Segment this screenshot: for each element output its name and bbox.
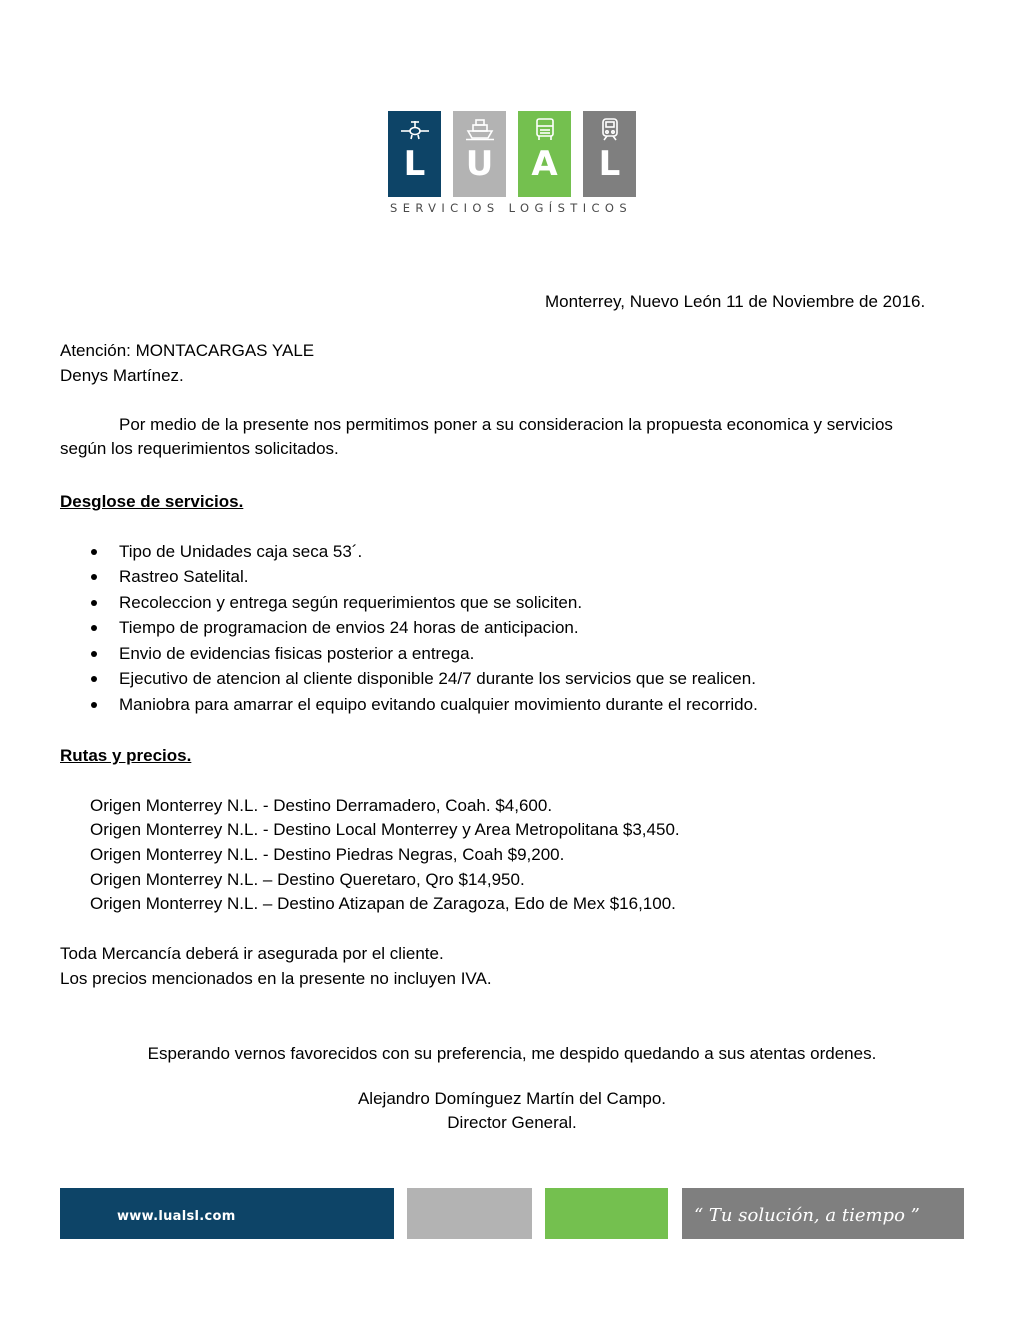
service-item: Recoleccion y entrega según requerimientos que se soliciten. xyxy=(119,593,583,612)
services-heading: Desglose de servicios. xyxy=(60,492,244,511)
route-item: Origen Monterrey N.L. – Destino Queretaro, Qro $14,950. xyxy=(90,870,525,889)
closing-line: Esperando vernos favorecidos con su preferencia, me despido quedando a sus atentas ordenes. xyxy=(147,1044,877,1063)
tax-note: Los precios mencionados en la presente no incluyen IVA. xyxy=(60,969,492,988)
route-item: Origen Monterrey N.L. - Destino Local Monterrey y Area Metropolitana $3,450. xyxy=(90,820,680,839)
footer-website: www.lualsl.com xyxy=(117,1209,236,1224)
logo-tile-l2 xyxy=(583,111,636,197)
footer-slogan: “ Tu solución, a tiempo ” xyxy=(694,1205,920,1226)
intro-paragraph-line-2: según los requerimientos solicitados. xyxy=(60,439,339,458)
service-item: Maniobra para amarrar el equipo evitando cualquier movimiento durante el recorrido. xyxy=(119,695,758,714)
logo-tile-l xyxy=(388,111,441,197)
routes-heading: Rutas y precios. xyxy=(60,746,192,765)
bullet-icon xyxy=(91,625,97,631)
logo-tile-u xyxy=(453,111,506,197)
bullet-icon xyxy=(91,676,97,682)
bullet-icon xyxy=(91,549,97,555)
train-icon xyxy=(592,117,628,141)
logo-tile-a xyxy=(518,111,571,197)
logo-letter-3: A xyxy=(531,144,558,184)
footer-bar-lightgray xyxy=(407,1188,532,1239)
service-item: Tiempo de programacion de envios 24 horas de anticipacion. xyxy=(119,618,579,637)
route-item: Origen Monterrey N.L. - Destino Derramadero, Coah. $4,600. xyxy=(90,796,553,815)
route-item: Origen Monterrey N.L. - Destino Piedras Negras, Coah $9,200. xyxy=(90,845,565,864)
attention-line: Atención: MONTACARGAS YALE xyxy=(60,341,315,360)
letter-date: Monterrey, Nuevo León 11 de Noviembre de 2016. xyxy=(545,292,926,311)
signature-name: Alejandro Domínguez Martín del Campo. xyxy=(357,1089,667,1108)
signature-title: Director General. xyxy=(447,1113,577,1132)
service-item: Ejecutivo de atencion al cliente disponible 24/7 durante los servicios que se realicen. xyxy=(119,669,756,688)
footer-bar-green xyxy=(545,1188,668,1239)
truck-icon xyxy=(527,117,563,141)
bullet-icon xyxy=(91,574,97,580)
service-item: Envio de evidencias fisicas posterior a entrega. xyxy=(119,644,475,663)
logo-letter-4: L xyxy=(598,144,621,184)
airplane-icon xyxy=(397,117,433,141)
company-logo xyxy=(388,111,636,217)
bullet-icon xyxy=(91,600,97,606)
ship-icon xyxy=(462,117,498,141)
intro-paragraph-line-1: Por medio de la presente nos permitimos poner a su consideracion la propuesta economica y servicios xyxy=(119,415,893,434)
bullet-icon xyxy=(91,651,97,657)
insurance-note: Toda Mercancía deberá ir asegurada por el cliente. xyxy=(60,944,444,963)
service-item: Rastreo Satelital. xyxy=(119,567,249,586)
bullet-icon xyxy=(91,702,97,708)
service-item: Tipo de Unidades caja seca 53´. xyxy=(119,542,363,561)
logo-letter-2: U xyxy=(465,144,494,184)
recipient-name: Denys Martínez. xyxy=(60,366,184,385)
logo-letter-1: L xyxy=(403,144,426,184)
logo-tagline: SERVICIOS LOGÍSTICOS xyxy=(390,201,633,215)
route-item: Origen Monterrey N.L. – Destino Atizapan de Zaragoza, Edo de Mex $16,100. xyxy=(90,894,676,913)
